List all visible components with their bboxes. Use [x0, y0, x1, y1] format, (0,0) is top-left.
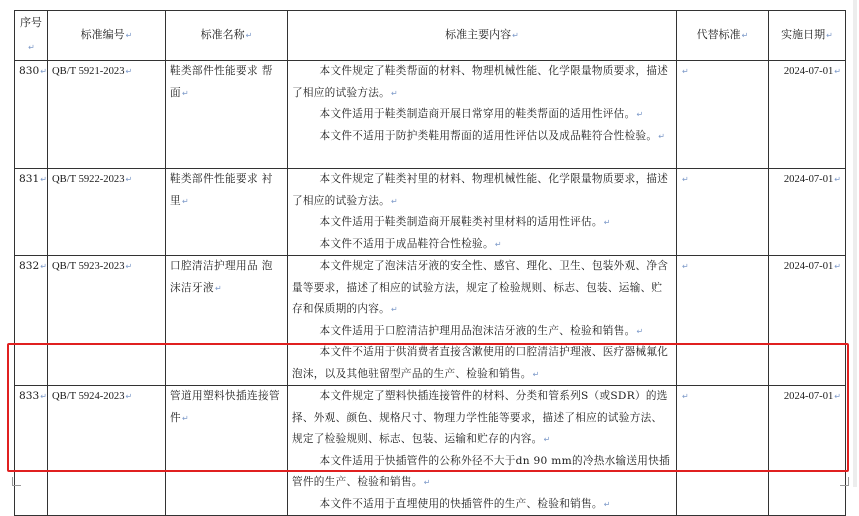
- effective-date: 2024-07-01↵: [769, 386, 846, 516]
- table-row: [15, 61, 846, 169]
- header-replace: 代替标准↵: [677, 11, 769, 61]
- header-date: 实施日期↵: [769, 11, 846, 61]
- header-content: 标准主要内容↵: [288, 11, 677, 61]
- standard-content: [288, 169, 677, 256]
- header-code: 标准编号↵: [48, 11, 166, 61]
- content-paragraph: 本文件规定了鞋类衬里的材料、物理机械性能、化学限量物质要求，描述了相应的试验方法。↵: [292, 173, 669, 207]
- standard-code: QB/T 5924-2023↵: [48, 386, 166, 516]
- content-paragraph: 本文件不适用于直埋使用的快插管件的生产、检验和销售。↵: [319, 497, 611, 510]
- row-number: 830↵: [15, 61, 48, 169]
- standard-name: 口腔清洁护理用品 泡沫洁牙液↵: [166, 256, 288, 386]
- content-paragraph: 本文件适用于鞋类制造商开展鞋类衬里材料的适用性评估。↵: [319, 216, 611, 228]
- effective-date: 2024-07-01↵: [769, 169, 846, 256]
- page-corner-mark: [12, 477, 21, 486]
- content-paragraph: 本文件规定了鞋类帮面的材料、物理机械性能、化学限量物质要求，描述了相应的试验方法。↵: [292, 65, 669, 99]
- standard-code: QB/T 5921-2023↵: [48, 61, 166, 169]
- standard-code: QB/T 5923-2023↵: [48, 256, 166, 386]
- content-paragraph: 本文件适用于口腔清洁护理用品泡沫洁牙液的生产、检验和销售。↵: [319, 324, 644, 337]
- content-paragraph: 本文件不适用于成品鞋符合性检验。↵: [319, 237, 502, 250]
- effective-date: 2024-07-01↵: [769, 61, 846, 169]
- header-name: 标准名称↵: [166, 11, 288, 61]
- page-corner-mark: [840, 477, 849, 486]
- replaced-standard: ↵: [677, 61, 769, 169]
- table-row: [15, 169, 846, 256]
- content-paragraph: 本文件适用于快插管件的公称外径不大于dn 90 mm的冷热水输送用快插管件的生产、检验和销售。↵: [292, 454, 670, 488]
- row-number: 833↵: [15, 386, 48, 516]
- content-paragraph: 本文件规定了泡沫洁牙液的安全性、感官、理化、卫生、包装外观、净含量等要求，描述了相应的试验方法，规定了检验规则、标志、包装、运输、贮存和保质期的内容。↵: [292, 260, 669, 315]
- standard-content: [288, 61, 677, 169]
- effective-date: 2024-07-01↵: [769, 256, 846, 386]
- content-paragraph: 本文件不适用于防护类鞋用帮面的适用性评估以及成品鞋符合性检验。↵: [319, 129, 666, 142]
- content-paragraph: 本文件规定了塑料快插连接管件的材料、分类和管系列S（或SDR）的选择、外观、颜色、规格尺寸、物理力学性能等要求，描述了相应的试验方法、规定了检验规则、标志、包装、运输和贮存的内容。↵: [292, 390, 668, 445]
- standard-name: 鞋类部件性能要求 衬里↵: [166, 169, 288, 256]
- table-header-row: [15, 11, 846, 61]
- standard-code: QB/T 5922-2023↵: [48, 169, 166, 256]
- replaced-standard: ↵: [677, 386, 769, 516]
- replaced-standard: ↵: [677, 256, 769, 386]
- row-number: 831↵: [15, 169, 48, 256]
- content-paragraph: 本文件适用于鞋类制造商开展日常穿用的鞋类帮面的适用性评估。↵: [319, 108, 644, 120]
- standard-name: 管道用塑料快插连接管件↵: [166, 386, 288, 516]
- header-no: 序号↵: [15, 11, 48, 61]
- row-number: 832↵: [15, 256, 48, 386]
- content-paragraph: 本文件不适用于供消费者直接含漱使用的口腔清洁护理液、医疗器械氟化泡沫，以及其他驻留型产品的生产、检验和销售。↵: [292, 346, 669, 380]
- highlight-box: [7, 343, 849, 472]
- replaced-standard: ↵: [677, 169, 769, 256]
- scrollbar-track[interactable]: [853, 0, 857, 487]
- standard-name: 鞋类部件性能要求 帮面↵: [166, 61, 288, 169]
